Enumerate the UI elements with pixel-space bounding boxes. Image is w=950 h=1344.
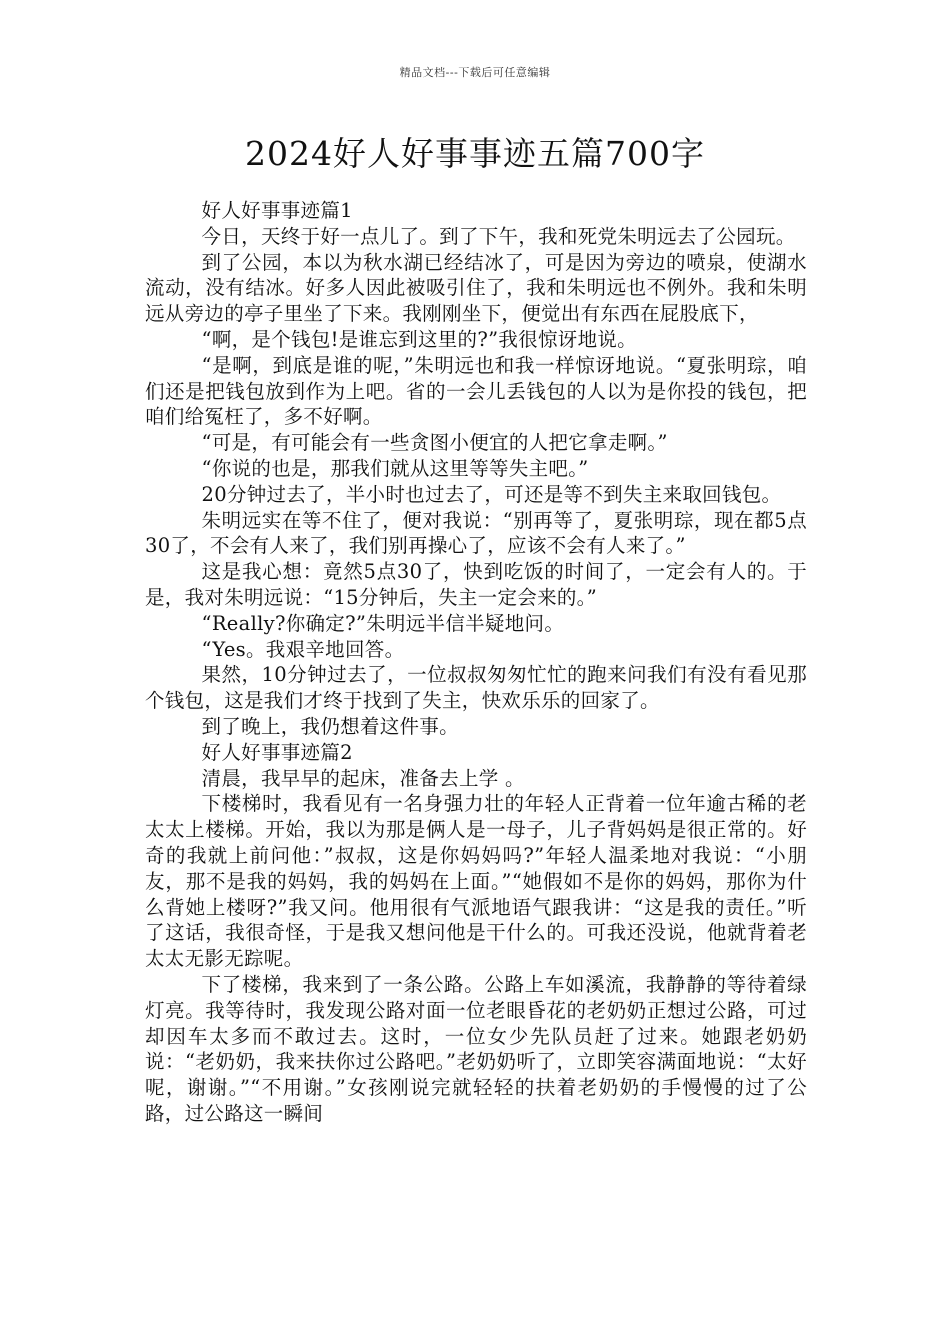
section-heading-2: 好人好事事迹篇2 [201,740,353,764]
document-body [145,198,807,1127]
paragraph: 到了晚上，我仍想着这件事。 [201,714,459,738]
paragraph: 今日，天终于好一点儿了。到了下午，我和死党朱明远去了公园玩。 [201,224,796,248]
document-title: 2024好人好事事迹五篇700字 [245,134,705,173]
paragraph: 到了公园，本以为秋水湖已经结冰了，可是因为旁边的喷泉，使湖水流动，没有结冰。好多人因此被吸引住了，我和朱明远也不例外。我和朱明远从旁边的亭子里坐了下来。我刚刚坐下，便觉出有东西在屁股底下， [145,250,807,326]
paragraph: 下楼梯时，我看见有一名身强力壮的年轻人正背着一位年逾古稀的老太太上楼梯。开始，我以为那是俩人是一母子，儿子背妈妈是很正常的。好奇的我就上前问他：”叔叔，这是你妈妈吗?”年轻人温柔地对我说：“小朋友，那不是我的妈妈，我的妈妈在上面。”“她假如不是你的妈妈，那你为什么背她上楼呀?”我又问。他用很有气派地语气跟我讲：“这是我的责任。”听了这话，我很奇怪，于是我又想问他是干什么的。可我还没说，他就背着老太太无影无踪呢。 [145,792,807,971]
paragraph: “你说的也是，那我们就从这里等等失主吧。” [201,456,589,480]
paragraph: 这是我心想：竟然5点30了，快到吃饭的时间了，一定会有人的。于是，我对朱明远说：“15分钟后，失主一定会来的。” [145,560,807,609]
paragraph: “啊，是个钱包!是谁忘到这里的?”我很惊讶地说。 [201,327,637,351]
paragraph: 下了楼梯，我来到了一条公路。公路上车如溪流，我静静的等待着绿灯亮。我等待时，我发现公路对面一位老眼昏花的老奶奶正想过公路，可过却因车太多而不敢过去。这时，一位女少先队员赶了过来。她跟老奶奶说：“老奶奶，我来扶你过公路吧。”老奶奶听了，立即笑容满面地说：“太好呢，谢谢。”“不用谢。”女孩刚说完就轻轻的扶着老奶奶的手慢慢的过了公路，过公路这一瞬间 [145,972,807,1125]
paragraph: “是啊，到底是谁的呢，”朱明远也和我一样惊讶地说。“夏张明琮，咱们还是把钱包放到作为上吧。省的一会儿丢钱包的人以为是你投的钱包，把咱们给冤枉了，多不好啊。 [145,353,807,429]
header-note: 精品文档---下载后可任意编辑 [399,66,551,79]
paragraph: 清晨，我早早的起床，准备去上学 。 [201,766,525,790]
paragraph: 朱明远实在等不住了，便对我说：“别再等了，夏张明琮，现在都5点30了，不会有人来了，我们别再操心了，应该不会有人来了。” [145,508,807,558]
paragraph: 20分钟过去了，半小时也过去了，可还是等不到失主来取回钱包。 [201,482,782,506]
paragraph: “Yes。我艰辛地回答。 [201,637,405,661]
section-heading-1: 好人好事事迹篇1 [201,199,353,222]
paragraph: “Really?你确定?”朱明远半信半疑地问。 [201,611,565,635]
paragraph: 果然，10分钟过去了，一位叔叔匆匆忙忙的跑来问我们有没有看见那个钱包，这是我们才终于找到了失主，快欢乐乐的回家了。 [145,663,807,713]
paragraph: “可是，有可能会有一些贪图小便宜的人把它拿走啊。” [201,431,668,455]
